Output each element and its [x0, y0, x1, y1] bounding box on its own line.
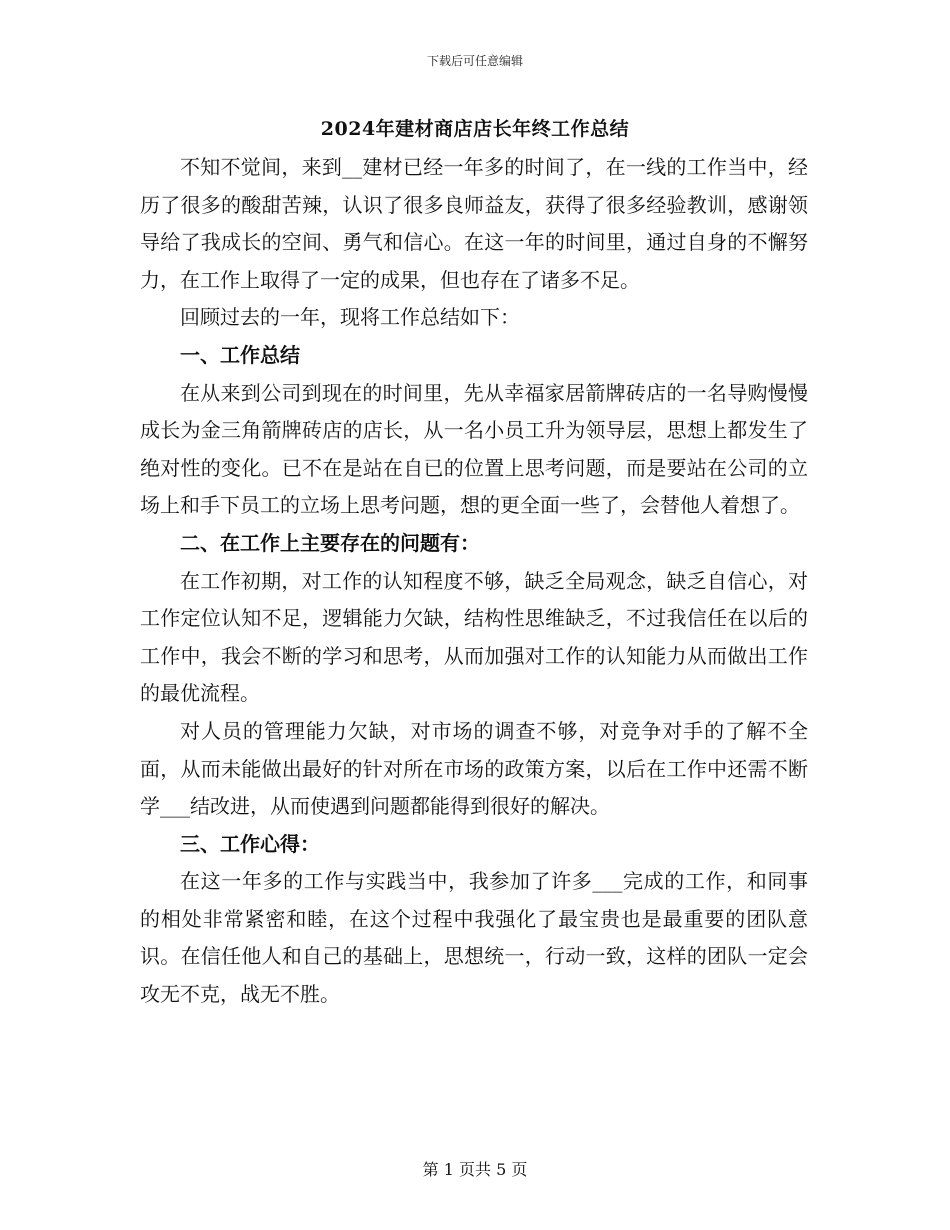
paragraph-experience: 在这一年多的工作与实践当中，我参加了许多___完成的工作，和同事的相处非常紧密和睦，在这个过程中我强化了最宝贵也是最重要的团队意识。在信任他人和自己的基础上，思想统一，行动一致，这样的团队一定会攻无不克，战无不胜。 [140, 869, 808, 1007]
paragraph-intro: 不知不觉间，来到__建材已经一年多的时间了，在一线的工作当中，经历了很多的酸甜苦辣，认识了很多良师益友，获得了很多经验教训，感谢领导给了我成长的空间、勇气和信心。在这一年的时间里，通过自身的不懈努力，在工作上取得了一定的成果，但也存在了诸多不足。 [140, 155, 808, 292]
section-heading-work-summary: 一、工作总结 [180, 342, 300, 367]
page-footer: 第 1 页共 5 页 [422, 1160, 528, 1179]
paragraph-problems-2: 对人员的管理能力欠缺，对市场的调查不够，对竞争对手的了解不全面，从而未能做出最好的针对所在市场的政策方案，以后在工作中还需不断学___结改进，从而使遇到问题都能得到很好的解决。 [140, 718, 808, 819]
paragraph-work-summary: 在从来到公司到现在的时间里，先从幸福家居箭牌砖店的一名导购慢慢成长为金三角箭牌砖店的店长，从一名小员工升为领导层，思想上都发生了绝对性的变化。已不在是站在自已的位置上思考问题，而是要站在公司的立场上和手下员工的立场上思考问题，想的更全面一些了，会替他人着想了。 [140, 380, 808, 518]
document-title: 2024年建材商店店长年终工作总结 [320, 118, 630, 140]
document-body [140, 149, 808, 1014]
page-header: 下载后可任意编辑 [426, 54, 523, 68]
paragraph-review: 回顾过去的一年，现将工作总结如下： [180, 305, 520, 330]
section-heading-experience: 三、工作心得： [180, 831, 320, 856]
section-heading-problems: 二、在工作上主要存在的问题有： [180, 530, 480, 555]
paragraph-problems-1: 在工作初期，对工作的认知程度不够，缺乏全局观念，缺乏自信心，对工作定位认知不足，逻辑能力欠缺，结构性思维缺乏，不过我信任在以后的工作中，我会不断的学习和思考，从而加强对工作的认知能力从而做出工作的最优流程。 [140, 568, 808, 706]
